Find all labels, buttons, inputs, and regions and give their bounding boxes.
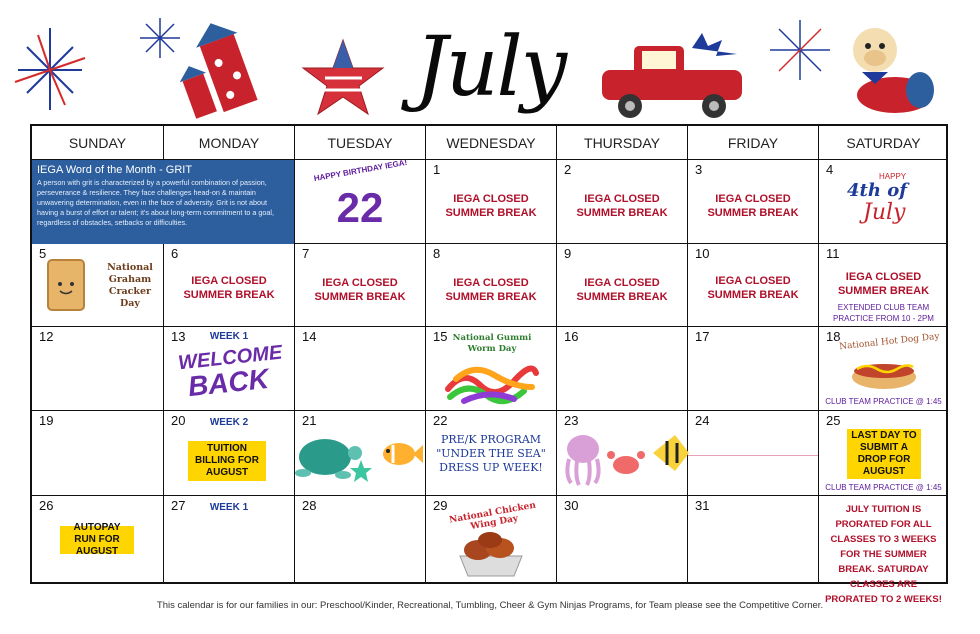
closed-line1: IEGA CLOSED [715, 275, 791, 287]
closed-line1: IEGA CLOSED [453, 193, 529, 205]
day-number: 24 [695, 413, 710, 428]
day-cell [557, 327, 688, 411]
club-practice-text: CLUB TEAM PRACTICE @ 1:45 [825, 397, 942, 406]
graham-cracker-icon [46, 258, 86, 312]
day-cell-birthday [295, 157, 426, 244]
day-number: 21 [302, 413, 317, 428]
closed-line1: IEGA CLOSED [453, 277, 529, 289]
hotdog-icon [849, 353, 919, 393]
day-cell [426, 411, 557, 496]
month-title: July [414, 20, 566, 115]
hotdog-text: National Hot Dog Day [838, 331, 940, 353]
day-cell [295, 327, 426, 411]
weekday-header: TUESDAY [295, 126, 426, 160]
day-number: 17 [695, 329, 710, 344]
weekday-header: FRIDAY [688, 126, 819, 160]
weekday-header: WEDNESDAY [426, 126, 557, 160]
red-truck-icon [592, 28, 752, 123]
day-cell [557, 411, 688, 496]
divider-line [688, 455, 818, 456]
word-of-month-title: IEGA Word of the Month - GRIT [37, 164, 193, 176]
closed-line1: IEGA CLOSED [845, 271, 922, 283]
day-number: 3 [695, 162, 703, 177]
closed-line1: IEGA CLOSED [322, 277, 398, 289]
fourth-date: 4th of [847, 180, 907, 201]
day-cell [295, 244, 426, 327]
day-cell [819, 411, 948, 496]
day-number: 30 [564, 498, 579, 513]
starfish-icon [349, 459, 373, 483]
closed-line2: SUMMER BREAK [837, 285, 930, 297]
closed-line2: SUMMER BREAK [576, 207, 668, 219]
day-number: 20 [171, 413, 186, 428]
week-label: WEEK 1 [209, 331, 249, 342]
day-number: 18 [826, 329, 841, 344]
day-cell [688, 411, 819, 496]
word-of-month-box [32, 160, 294, 244]
day-number: 8 [433, 246, 441, 261]
angelfish-icon [649, 431, 693, 475]
day-cell [688, 160, 819, 244]
day-cell [688, 327, 819, 411]
last-day-note: LAST DAY TO SUBMIT A DROP FOR AUGUST [847, 429, 921, 479]
closed-line2: SUMMER BREAK [183, 289, 275, 301]
day-number: 5 [39, 246, 47, 261]
day-cell [426, 244, 557, 327]
day-number: 10 [695, 246, 710, 261]
day-cell [295, 411, 426, 496]
day-cell [557, 160, 688, 244]
day-number: 29 [433, 498, 448, 513]
day-cell [164, 411, 295, 496]
closed-line2: SUMMER BREAK [445, 291, 537, 303]
day-cell [32, 411, 164, 496]
back-text: BACK [186, 362, 271, 403]
week-label: WEEK 1 [209, 502, 249, 513]
day-number: 4 [826, 162, 834, 177]
day-cell [819, 244, 948, 327]
day-number: 26 [39, 498, 54, 513]
word-of-month-cell [32, 160, 295, 244]
day-cell [688, 496, 819, 582]
graham-text: National Graham Cracker Day [107, 262, 153, 309]
day-number: 23 [564, 413, 579, 428]
tuition-billing-note: TUITION BILLING FOR AUGUST [188, 441, 266, 481]
day-cell [557, 244, 688, 327]
closed-line2: SUMMER BREAK [314, 291, 406, 303]
day-number: 15 [433, 329, 448, 344]
autopay-note: AUTOPAY RUN FOR AUGUST [60, 526, 134, 554]
day-cell [295, 496, 426, 582]
weekday-header: SATURDAY [819, 126, 948, 160]
day-number: 13 [171, 329, 186, 344]
prorated-note: JULY TUITION IS PRORATED FOR ALL CLASSES TO 3 WEEKS FOR THE SUMMER BREAK. SATURDAY CLASSES ARE PRORATED TO 2 WEEKS! [825, 504, 942, 605]
closed-line2: SUMMER BREAK [707, 207, 799, 219]
day-number: 22 [433, 413, 448, 428]
fourth-happy: HAPPY [879, 172, 907, 181]
crab-icon [607, 447, 645, 475]
day-cell-welcome [164, 327, 295, 411]
closed-line2: SUMMER BREAK [707, 289, 799, 301]
day-number: 9 [564, 246, 572, 261]
rocket-icon [180, 14, 300, 119]
day-cell-graham [32, 244, 164, 327]
day-number: 16 [564, 329, 579, 344]
day-number: 12 [39, 329, 54, 344]
closed-line1: IEGA CLOSED [715, 193, 791, 205]
extended-club-text: EXTENDED CLUB TEAM PRACTICE FROM 10 - 2PM [833, 303, 934, 323]
closed-line1: IEGA CLOSED [584, 277, 660, 289]
day-cell-hotdog [819, 327, 948, 411]
chicken-text: National Chicken Wing Day [448, 500, 537, 533]
day-number: 27 [171, 498, 186, 513]
week-label: WEEK 2 [209, 417, 249, 428]
welcome-text: WELCOME [177, 341, 284, 375]
day-number: 2 [564, 162, 572, 177]
firework-icon [760, 14, 840, 114]
fish-icon [379, 437, 423, 471]
flag-star-icon [300, 38, 386, 118]
day-number: 19 [39, 413, 54, 428]
prek-text: PRE/K PROGRAM "UNDER THE SEA" DRESS UP WEEK! [436, 433, 546, 474]
birthday-number: 22 [336, 184, 384, 231]
day-cell [688, 244, 819, 327]
footer-note: This calendar is for our families in our: Preschool/Kinder, Recreational, Tumbling, Cheer & Gym Ninjas Programs, for Team please see the Competitive Corner. [156, 600, 824, 611]
day-cell [32, 496, 164, 582]
day-cell [164, 244, 295, 327]
closed-line1: IEGA CLOSED [191, 275, 267, 287]
day-cell-fourth [819, 160, 948, 244]
day-number: 31 [695, 498, 710, 513]
dog-rocket-icon [840, 10, 940, 120]
day-number: 25 [826, 413, 841, 428]
day-number: 28 [302, 498, 317, 513]
club-practice-text: CLUB TEAM PRACTICE @ 1:45 [825, 483, 942, 492]
day-cell [164, 496, 295, 582]
day-cell-gummi [426, 327, 557, 411]
day-number: 1 [433, 162, 441, 177]
chicken-wings-icon [456, 526, 526, 578]
day-number: 11 [826, 246, 840, 261]
weekday-header: THURSDAY [557, 126, 688, 160]
birthday-text: HAPPY BIRTHDAY IEGA! [313, 157, 408, 184]
day-cell [426, 160, 557, 244]
closed-line1: IEGA CLOSED [584, 193, 660, 205]
octopus-icon [561, 431, 605, 487]
prorated-cell [819, 496, 948, 605]
day-cell [32, 327, 164, 411]
weekday-header: SUNDAY [32, 126, 164, 160]
word-of-month-body: A person with grit is characterized by a powerful combination of passion, perseverance & resilience. They face challenges head-on & maintain unwavering determination, even in the face of adversity. Grit is not about having a burst of effort or talent; it's about long-term commitment to a goal, regardless of obstacles, setbacks or difficulties. [37, 178, 274, 227]
day-number: 6 [171, 246, 179, 261]
calendar-grid [30, 124, 948, 605]
day-cell-chicken [426, 496, 557, 582]
day-number: 14 [302, 329, 317, 344]
day-number: 7 [302, 246, 310, 261]
gummi-worms-icon [444, 359, 540, 405]
day-cell [557, 496, 688, 582]
closed-line2: SUMMER BREAK [445, 207, 537, 219]
gummi-text: National Gummi Worm Day [452, 333, 532, 354]
fourth-month: July [863, 200, 906, 225]
weekday-header: MONDAY [164, 126, 295, 160]
closed-line2: SUMMER BREAK [576, 291, 668, 303]
